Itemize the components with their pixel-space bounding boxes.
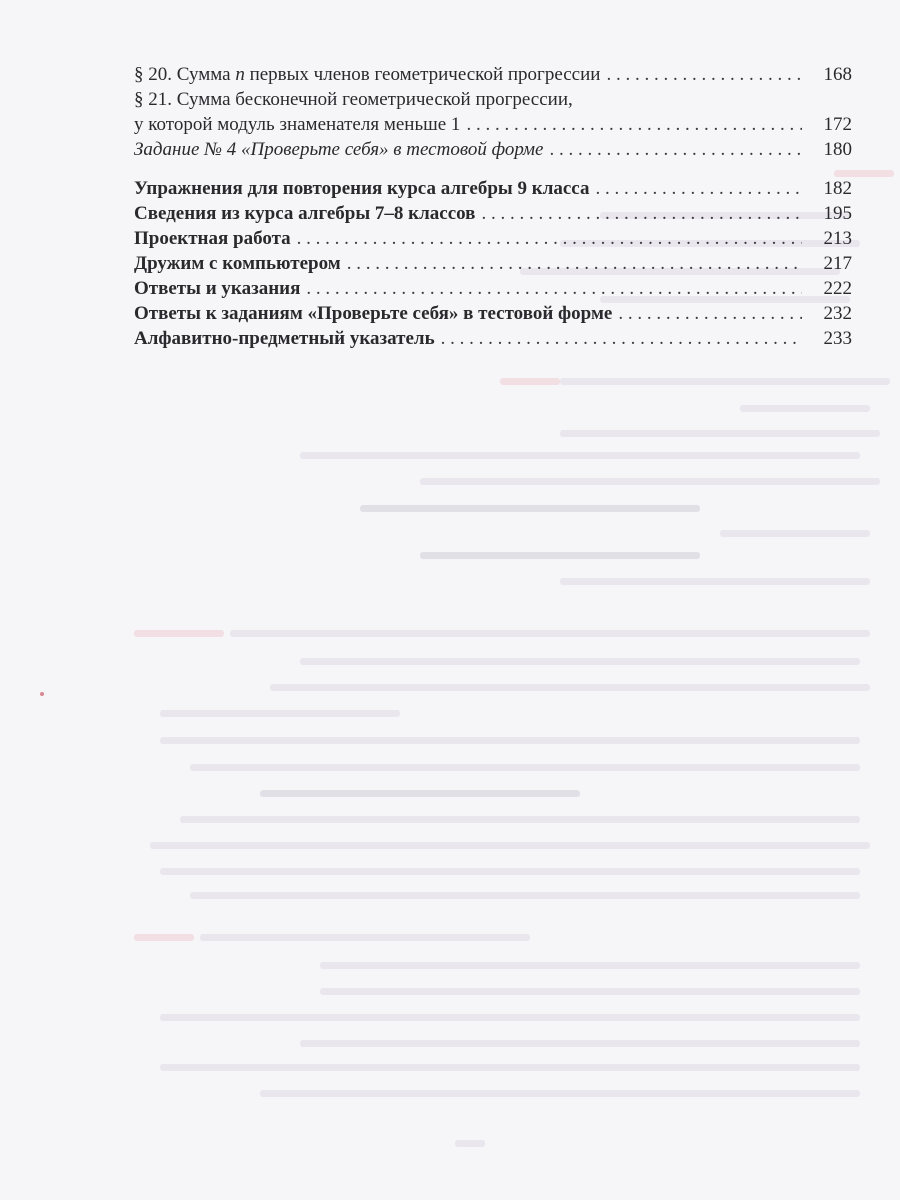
leader-dots [347,251,802,276]
toc-entry-project-work[interactable] [134,226,852,251]
toc-page-number: 213 [823,228,852,249]
toc-page-number: 168 [823,64,852,85]
toc-entry-label: Ответы и указания [134,278,301,299]
toc-entry-label: Ответы к заданиям «Проверьте себя» в тестовой форме [134,303,613,324]
leader-dots [297,226,802,251]
toc-page-number: 232 [823,303,852,324]
leader-dots [441,326,802,351]
leader-dots [595,176,802,201]
leader-dots [481,201,802,226]
toc-entry-label: Дружим с компьютером [134,253,341,274]
toc-entry-review-exercises[interactable] [134,176,852,201]
toc-entry-test-answers[interactable] [134,301,852,326]
leader-dots [306,276,802,301]
toc-entry-index[interactable] [134,326,852,351]
toc-page-number: 233 [823,328,852,349]
toc-page-number: 172 [823,114,852,135]
toc-entry-label: § 20. Сумма n первых членов геометрической прогрессии [134,64,601,85]
toc-entry-21-line2[interactable] [134,112,852,137]
toc-entry-label: Задание № 4 «Проверьте себя» в тестовой форме [134,139,544,160]
leader-dots [549,137,802,162]
toc-entry-label: Алфавитно-предметный указатель [134,328,435,349]
toc-page-number: 222 [823,278,852,299]
toc-entry-label: у которой модуль знаменателя меньше 1 [134,114,461,135]
toc-page-number: 182 [823,178,852,199]
toc-entry-test-4[interactable] [134,137,852,162]
table-of-contents [134,62,852,351]
toc-entry-label: § 21. Сумма бесконечной геометрической прогрессии, [134,89,573,110]
leader-dots [606,62,802,87]
leader-dots [618,301,802,326]
toc-entry-computer[interactable] [134,251,852,276]
leader-dots [466,112,802,137]
ink-speck [40,692,44,696]
toc-page-number: 195 [823,203,852,224]
toc-entry-label: Сведения из курса алгебры 7–8 классов [134,203,476,224]
toc-entry-20[interactable] [134,62,852,87]
toc-entry-answers[interactable] [134,276,852,301]
toc-entry-label: Проектная работа [134,228,291,249]
toc-entry-label: Упражнения для повторения курса алгебры 9 класса [134,178,590,199]
toc-page-number: 180 [823,139,852,160]
toc-entry-previous-course[interactable] [134,201,852,226]
toc-page-number: 217 [823,253,852,274]
toc-entry-21-line1[interactable] [134,87,852,112]
